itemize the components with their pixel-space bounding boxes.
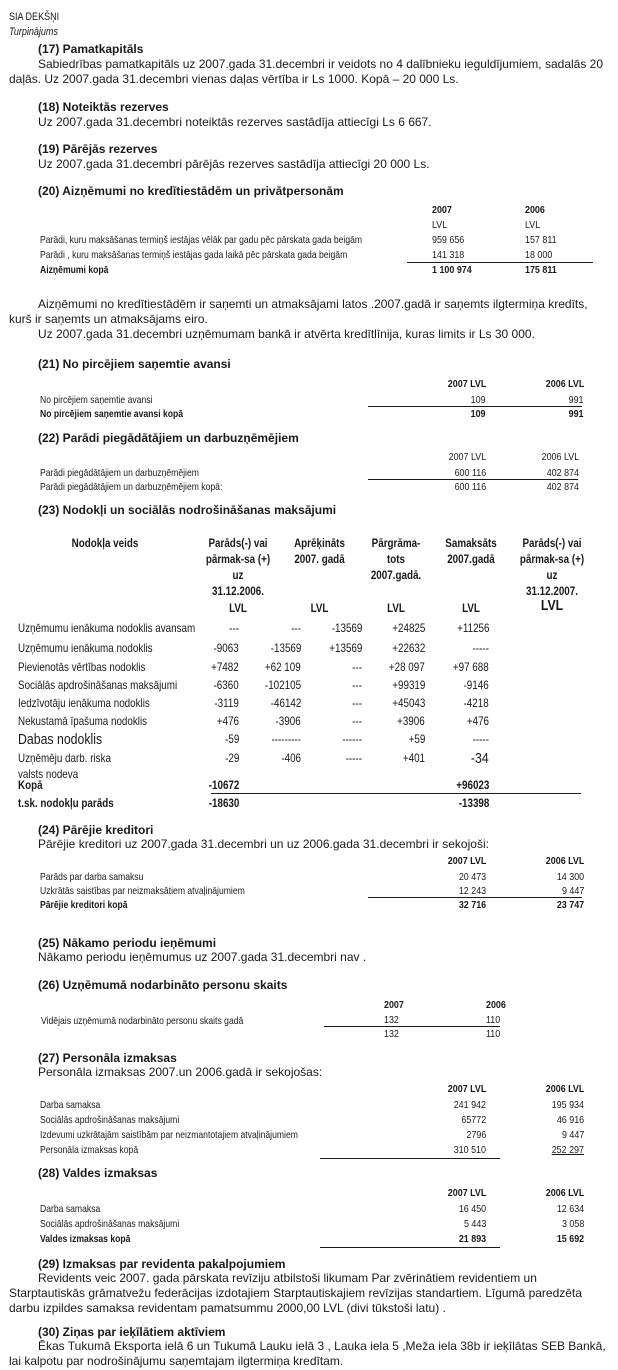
s26-col-2006: 2006	[486, 999, 506, 1011]
s23-cell: -----	[345, 751, 362, 765]
s23-unit: LVL	[229, 601, 247, 615]
s23-unit: LVL	[462, 601, 480, 615]
s20-row-2007: 959 656	[432, 234, 465, 246]
s23-header-transferred: Pārgrāma-tots 2007.gadā.	[370, 536, 422, 582]
s24-row-2007: 20 473	[458, 871, 486, 883]
s23-cell: ---	[352, 714, 362, 728]
s23-cell: -3906	[275, 714, 301, 728]
s23-cell: -34	[471, 750, 489, 767]
s28-total-label: Valdes izmaksas kopā	[40, 1233, 131, 1245]
s20-total-2006: 175 811	[525, 264, 557, 276]
s23-row-label: valsts nodeva	[18, 767, 79, 781]
s23-sum-line	[211, 793, 581, 794]
s27-row-2007: 2796	[466, 1129, 486, 1141]
s20-row-label: Parādi, kuru maksāšanas termiņš iestājas vēlāk par gadu pēc pārskata gada beigām	[40, 234, 363, 246]
s27-col-2006: 2006 LVL	[545, 1083, 584, 1095]
s23-cell: +401	[402, 751, 425, 765]
s22-col-2007: 2007 LVL	[448, 451, 486, 463]
s28-row-2006: 12 634	[556, 1203, 584, 1215]
section-19-text: Uz 2007.gada 31.decembri pārējās rezerves sastādīja attiecīgi 20 000 Ls.	[38, 157, 430, 171]
s21-sum-line	[368, 406, 582, 407]
s23-cell: +62 109	[265, 660, 301, 674]
s23-cell: +45043	[391, 696, 425, 710]
s21-row-2007: 109	[471, 394, 486, 406]
s23-cell: -13569	[331, 621, 362, 635]
s23-row-label: Uzņēmumu ienākuma nodoklis	[18, 641, 153, 655]
s23-row-label: Uzņēmumu ienākuma nodoklis avansam	[18, 621, 196, 635]
s22-sum-line	[368, 479, 578, 480]
s23-cell: +97 688	[453, 660, 489, 674]
s23-total-2006: -10672	[208, 778, 239, 792]
s28-total-2007: 21 893	[458, 1233, 486, 1245]
s23-total-2007: +96023	[455, 778, 489, 792]
s28-row-label: Sociālās apdrošināšanas maksājumi	[40, 1218, 180, 1230]
s26-row-2006: 110	[486, 1014, 501, 1026]
s24-row-label: Uzkrātās saistības par neizmaksātiem atvaļinājumiem	[40, 885, 245, 897]
s22-col-2006: 2006 LVL	[541, 451, 579, 463]
section-27-intro: Personāla izmaksas 2007.un 2006.gadā ir sekojošas:	[38, 1065, 323, 1079]
s23-header-balance-2007: Parāds(-) vai pārmak-sa (+) uz 31.12.2007.	[519, 536, 585, 598]
s24-col-2007: 2007 LVL	[447, 855, 486, 867]
s27-row-2006: 195 934	[551, 1099, 584, 1111]
s23-header-paid: Samaksāts 2007.gadā	[445, 536, 497, 566]
s28-row-label: Darba samaksa	[40, 1203, 101, 1215]
s23-cell: -6360	[213, 678, 239, 692]
s26-total-2006: 110	[486, 1028, 501, 1040]
s28-row-2007: 16 450	[458, 1203, 486, 1215]
section-19-title: (19) Pārējās rezerves	[38, 142, 158, 156]
s20-row-label: Parādi , kuru maksāšanas termiņš iestājas gada laikā pēc pārskata gada beigām	[40, 249, 348, 261]
s27-col-2007: 2007 LVL	[447, 1083, 486, 1095]
s27-row-2006: 252 297	[551, 1144, 584, 1156]
s26-total-2007: 132	[384, 1028, 399, 1040]
s23-header-type: Nodokļa veids	[71, 536, 139, 550]
s22-row-2007: 600 116	[454, 467, 486, 479]
s20-col-2007: 2007	[432, 204, 452, 216]
s24-row-2006: 14 300	[556, 871, 584, 883]
s21-row-2006: 991	[569, 394, 584, 406]
s24-total-2007: 32 716	[458, 899, 486, 911]
s26-col-2007: 2007	[384, 999, 404, 1011]
s27-sum-line	[320, 1158, 500, 1159]
section-29-title: (29) Izmaksas par revidenta pakalpojumiem	[38, 1257, 286, 1271]
s28-row-2006: 3 058	[561, 1218, 584, 1230]
s23-unit: LVL	[387, 601, 405, 615]
s23-debt-label: t.sk. nodokļu parāds	[18, 796, 114, 810]
section-28-title: (28) Valdes izmaksas	[38, 1166, 158, 1180]
s23-cell: +13569	[328, 641, 362, 655]
s27-row-label: Sociālās apdrošināšanas maksājumi	[40, 1114, 180, 1126]
s23-cell: +11256	[456, 621, 489, 635]
s23-row-label: Sociālās apdrošināšanas maksājumi	[18, 678, 178, 692]
s27-row-2007: 65772	[461, 1114, 486, 1126]
s22-total-2007: 600 116	[454, 481, 486, 493]
s28-col-2007: 2007 LVL	[447, 1187, 486, 1199]
s27-row-label: Personāla izmaksas kopā	[40, 1144, 139, 1156]
s23-cell: +7482	[211, 660, 239, 674]
s23-row-label: Uzņēmēju darb. riska	[18, 751, 111, 765]
s27-row-2006: 9 447	[561, 1129, 584, 1141]
s24-total-2006: 23 747	[556, 899, 584, 911]
s23-cell: ---	[229, 621, 239, 635]
s23-row-label: Nekustamā īpašuma nodoklis	[18, 714, 148, 728]
s21-total-label: No pircējiem saņemtie avansi kopā	[40, 408, 184, 420]
s20-row-2006: 157 811	[525, 234, 557, 246]
section-27-title: (27) Personāla izmaksas	[38, 1051, 177, 1065]
s24-sum-line	[368, 897, 582, 898]
s22-row-label: Parādi piegādātājiem un darbuzņēmējiem	[40, 467, 199, 479]
s21-total-2007: 109	[471, 408, 486, 420]
s23-cell: ---------	[271, 732, 301, 746]
s28-sum-line	[320, 1247, 500, 1248]
s20-sum-line	[407, 262, 593, 263]
s23-cell: -9146	[463, 678, 489, 692]
s23-cell: -102105	[264, 678, 301, 692]
s24-col-2006: 2006 LVL	[545, 855, 584, 867]
s23-row-label: Pievienotās vērtības nodoklis	[18, 660, 146, 674]
s21-row-label: No pircējiem saņemtie avansi	[40, 394, 153, 406]
s23-row-label: Dabas nodoklis	[18, 731, 103, 748]
section-22-title: (22) Parādi piegādātājiem un darbuzņēmējiem	[38, 431, 299, 445]
section-23-title: (23) Nodokļi un sociālās nodrošināšanas maksājumi	[38, 503, 337, 517]
s20-total-2007: 1 100 974	[432, 264, 472, 276]
s23-cell: ---	[352, 696, 362, 710]
s23-debt-2007: -13398	[458, 796, 489, 810]
s20-row-2007: 141 318	[432, 249, 465, 261]
s24-row-2006: 9 447	[561, 885, 584, 897]
s23-debt-2006: -18630	[208, 796, 239, 810]
s21-total-2006: 991	[569, 408, 584, 420]
s23-cell: -3119	[214, 696, 239, 710]
section-24-title: (24) Pārējie kreditori	[38, 823, 154, 837]
s23-cell: ------	[342, 732, 362, 746]
s23-cell: +22632	[391, 641, 425, 655]
s21-col-2006: 2006 LVL	[545, 378, 584, 390]
s24-total-label: Pārējie kreditori kopā	[40, 899, 128, 911]
s20-col-2006: 2006	[525, 204, 545, 216]
s23-cell: ---	[352, 660, 362, 674]
s20-row-2006: 18 000	[525, 249, 553, 261]
s24-row-label: Parāds par darba samaksu	[40, 871, 144, 883]
s23-cell: -59	[224, 732, 239, 746]
s23-cell: -9063	[213, 641, 239, 655]
s28-total-2006: 15 692	[556, 1233, 584, 1245]
s26-sum-line	[324, 1026, 500, 1027]
section-18-text: Uz 2007.gada 31.decembri noteiktās rezerves sastādīja attiecīgi Ls 6 667.	[38, 115, 432, 129]
s23-row-label: Iedzīvotāju ienākuma nodoklis	[18, 696, 150, 710]
s23-cell: +3906	[397, 714, 425, 728]
s23-header-balance-2006: Parāds(-) vai pārmak-sa (+) uz 31.12.2006.	[205, 536, 271, 598]
s27-row-2007: 241 942	[453, 1099, 486, 1111]
s27-row-label: Izdevumi uzkrātajām saistībām par neizmantotajiem atvaļinājumiem	[40, 1129, 298, 1141]
s23-cell: +476	[466, 714, 489, 728]
section-25-title: (25) Nākamo periodu ieņēmumi	[38, 936, 217, 950]
s23-cell: +59	[408, 732, 425, 746]
section-20-title: (20) Aizņēmumi no kredītiestādēm un privātpersonām	[38, 184, 344, 198]
s20-paragraph-1: Aizņēmumi no kredītiestādēm ir saņemti un atmaksājami latos .2007.gadā ir saņemts ilgtermiņa kredīts, kurš ir saņemts un atmaksājams eiro.	[9, 297, 588, 326]
company-name: SIA DEKŠŅI	[9, 11, 60, 23]
s23-cell: -13569	[270, 641, 301, 655]
s23-cell: +476	[216, 714, 239, 728]
s23-cell: +24825	[391, 621, 425, 635]
s20-total-label: Aizņēmumi kopā	[40, 264, 109, 276]
s28-col-2006: 2006 LVL	[545, 1187, 584, 1199]
s26-row-2007: 132	[384, 1014, 399, 1026]
section-25-text: Nākamo periodu ieņēmumus uz 2007.gada 31.decembri nav .	[38, 950, 367, 964]
s23-header-calculated: Aprēķināts 2007. gadā	[294, 536, 345, 566]
s20-unit-2006: LVL	[525, 219, 541, 231]
section-21-title: (21) No pircējiem saņemtie avansi	[38, 357, 231, 371]
s23-unit: LVL	[310, 601, 329, 615]
s23-cell: -----	[472, 641, 489, 655]
s22-row-2006: 402 874	[546, 467, 579, 479]
s23-cell: -46142	[270, 696, 301, 710]
section-24-intro: Pārējie kreditori uz 2007.gada 31.decembri un uz 2006.gada 31.decembri ir sekojoši:	[38, 837, 489, 851]
section-18-title: (18) Noteiktās rezerves	[38, 100, 169, 114]
continued-label: Turpinājums	[9, 26, 58, 38]
s23-cell: -----	[472, 732, 489, 746]
s22-total-label: Parādi piegādātājiem un darbuzņēmējiem kopā:	[40, 481, 223, 493]
s23-cell: -4218	[463, 696, 489, 710]
section-30-text: Ēkas Tukumā Eksporta ielā 6 un Tukumā Lauku ielā 3 , Lauka iela 5 ,Meža iela 38b ir ieķīlātas SEB Bankā, lai kalpotu par nodrošinājumu saņemtajam ilgtermiņa kredītam.	[9, 1339, 606, 1368]
s27-row-2007: 310 510	[453, 1144, 486, 1156]
s20-unit-2007: LVL	[432, 219, 448, 231]
s23-cell: +99319	[391, 678, 425, 692]
s27-row-2006: 46 916	[556, 1114, 584, 1126]
section-17-title: (17) Pamatkapitāls	[38, 42, 144, 56]
s22-total-2006: 402 874	[546, 481, 579, 493]
s28-row-2007: 5 443	[463, 1218, 486, 1230]
s27-row-label: Darba samaksa	[40, 1099, 101, 1111]
s24-row-2007: 12 243	[458, 885, 486, 897]
s26-row-label: Vidējais uzņēmumā nodarbināto personu skaits gadā	[41, 1015, 244, 1027]
s23-total-label: Kopā	[18, 778, 43, 792]
section-30-title: (30) Ziņas par ieķīlātiem aktīviem	[38, 1325, 226, 1339]
s23-cell: ---	[352, 678, 362, 692]
s23-cell: ---	[291, 621, 301, 635]
s20-paragraph-2: Uz 2007.gada 31.decembri uzņēmumam bankā ir atvērta kredītlīnija, kuras limits ir Ls 30 000.	[38, 327, 535, 341]
s21-col-2007: 2007 LVL	[447, 378, 486, 390]
section-29-text: Revidents veic 2007. gada pārskata revīziju atbilstoši likumam Par zvērinātiem revidentiem un Starptautiskās grāmatvežu federācijas izdotajiem Starptautiskajiem revīzijas standartiem. Līgumā paredzēta darbu izpildes samaksa revidentam pamatsummu 2000,00 LVL (divi tūkstoši latu) .	[9, 1271, 582, 1315]
s23-cell: -29	[224, 751, 239, 765]
section-17-text: Sabiedrības pamatkapitāls uz 2007.gada 31.decembri ir veidots no 4 dalībnieku ieguldījumiem, sadalās 20 daļās. Uz 2007.gada 31.decembri vienas daļas vērtība ir Ls 1000. Kopā – 20 000 Ls.	[9, 57, 604, 86]
s23-unit: LVL	[540, 597, 564, 614]
s23-cell: -406	[281, 751, 301, 765]
s23-cell: +28 097	[389, 660, 425, 674]
section-26-title: (26) Uzņēmumā nodarbināto personu skaits	[38, 978, 288, 992]
